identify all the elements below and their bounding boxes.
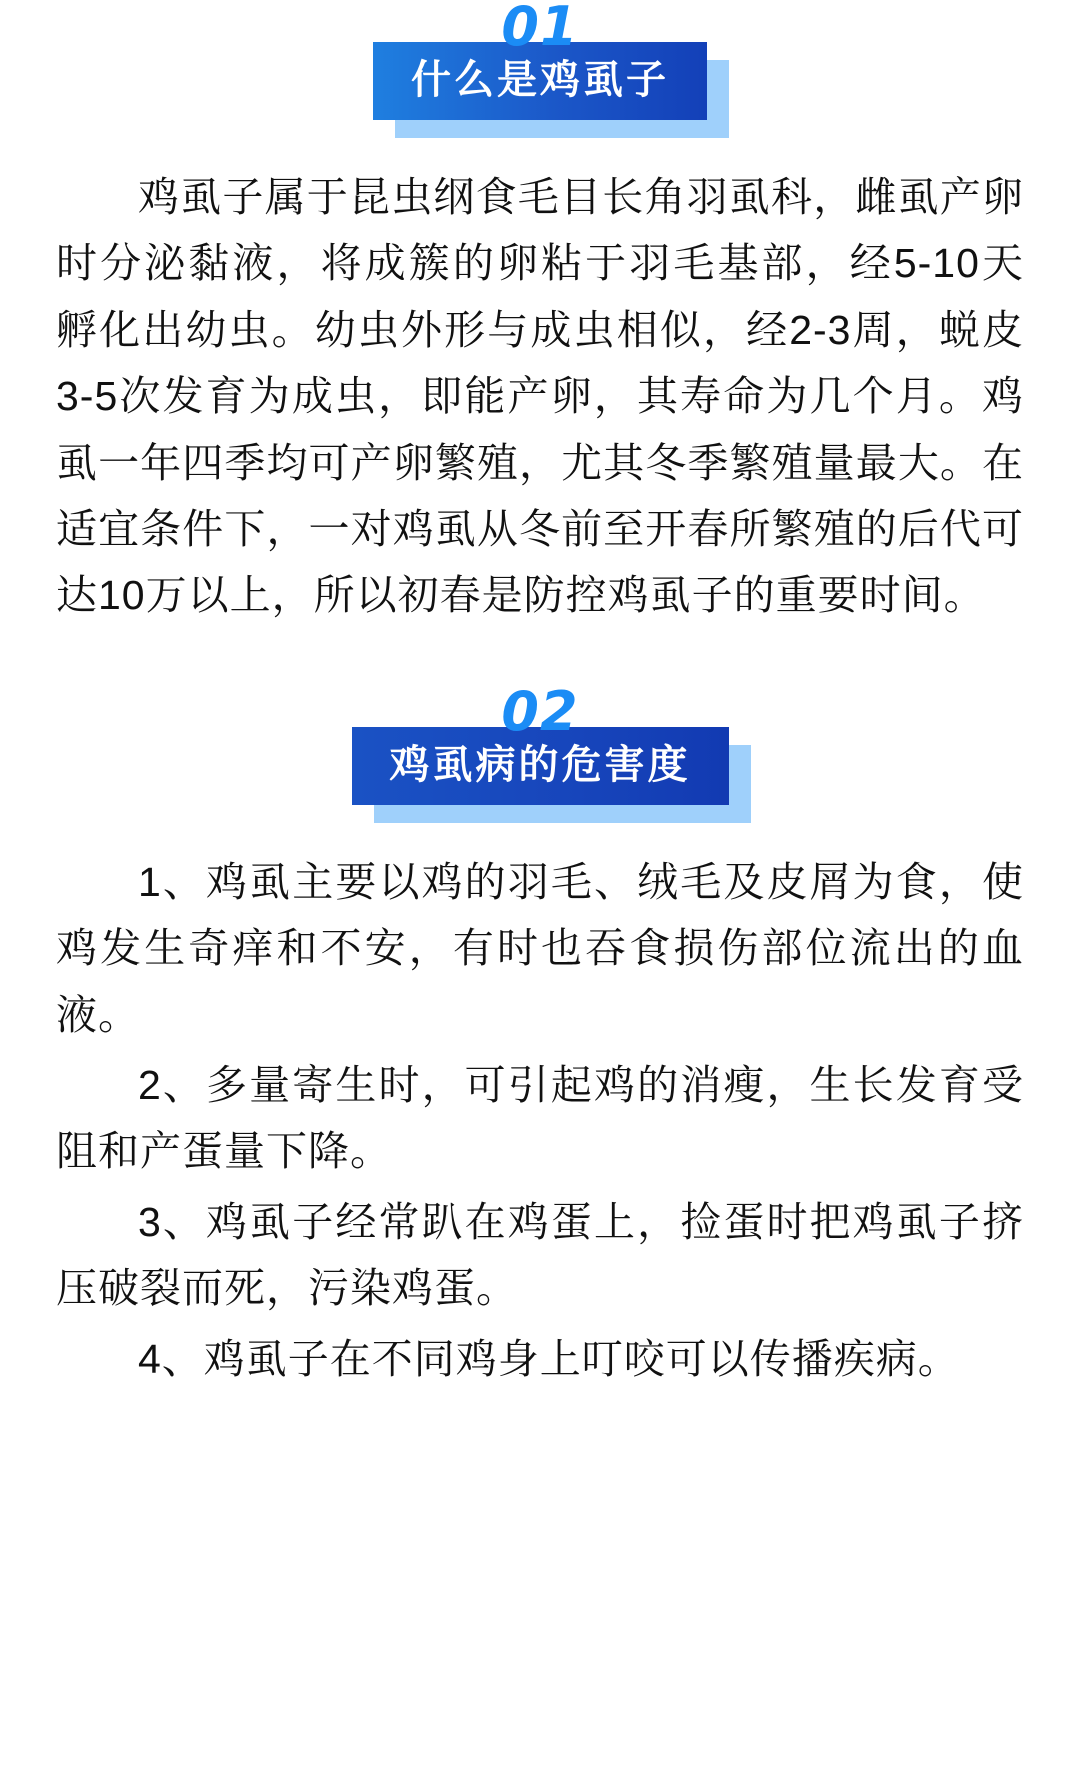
section-spacer xyxy=(56,629,1024,685)
section-body-01 xyxy=(56,164,1024,629)
paragraph: 4、鸡虱子在不同鸡身上叮咬可以传播疾病。 xyxy=(138,1335,960,1382)
paragraph: 鸡虱子属于昆虫纲食毛目长角羽虱科，雌虱产卵时分泌黏液，将成簇的卵粘于羽毛基部，经5-10天孵化出幼虫。幼虫外形与成虫相似，经2-3周，蜕皮3-5次发育为成虫，即能产卵，其寿命为几个月。鸡虱一年四季均可产卵繁殖，尤其冬季繁殖量最大。在适宜条件下，一对鸡虱从冬前至开春所繁殖的后代可达10万以上，所以初春是防控鸡虱子的重要时间。 xyxy=(56,174,1024,619)
section-number-02: 02 xyxy=(501,679,579,743)
section-heading-02 xyxy=(56,679,1024,805)
paragraph: 1、鸡虱主要以鸡的羽毛、绒毛及皮屑为食，使鸡发生奇痒和不安，有时也吞食损伤部位流出的血液。 xyxy=(56,858,1024,1038)
section-title-02: 鸡虱病的危害度 xyxy=(352,727,729,805)
paragraph: 2、多量寄生时，可引起鸡的消瘦，生长发育受阻和产蛋量下降。 xyxy=(56,1062,1024,1175)
section-title-01: 什么是鸡虱子 xyxy=(373,42,707,120)
section-heading-01 xyxy=(56,0,1024,120)
section-number-01: 01 xyxy=(501,0,579,58)
section-body-02 xyxy=(56,849,1024,1392)
paragraph: 3、鸡虱子经常趴在鸡蛋上，捡蛋时把鸡虱子挤压破裂而死，污染鸡蛋。 xyxy=(56,1198,1024,1312)
